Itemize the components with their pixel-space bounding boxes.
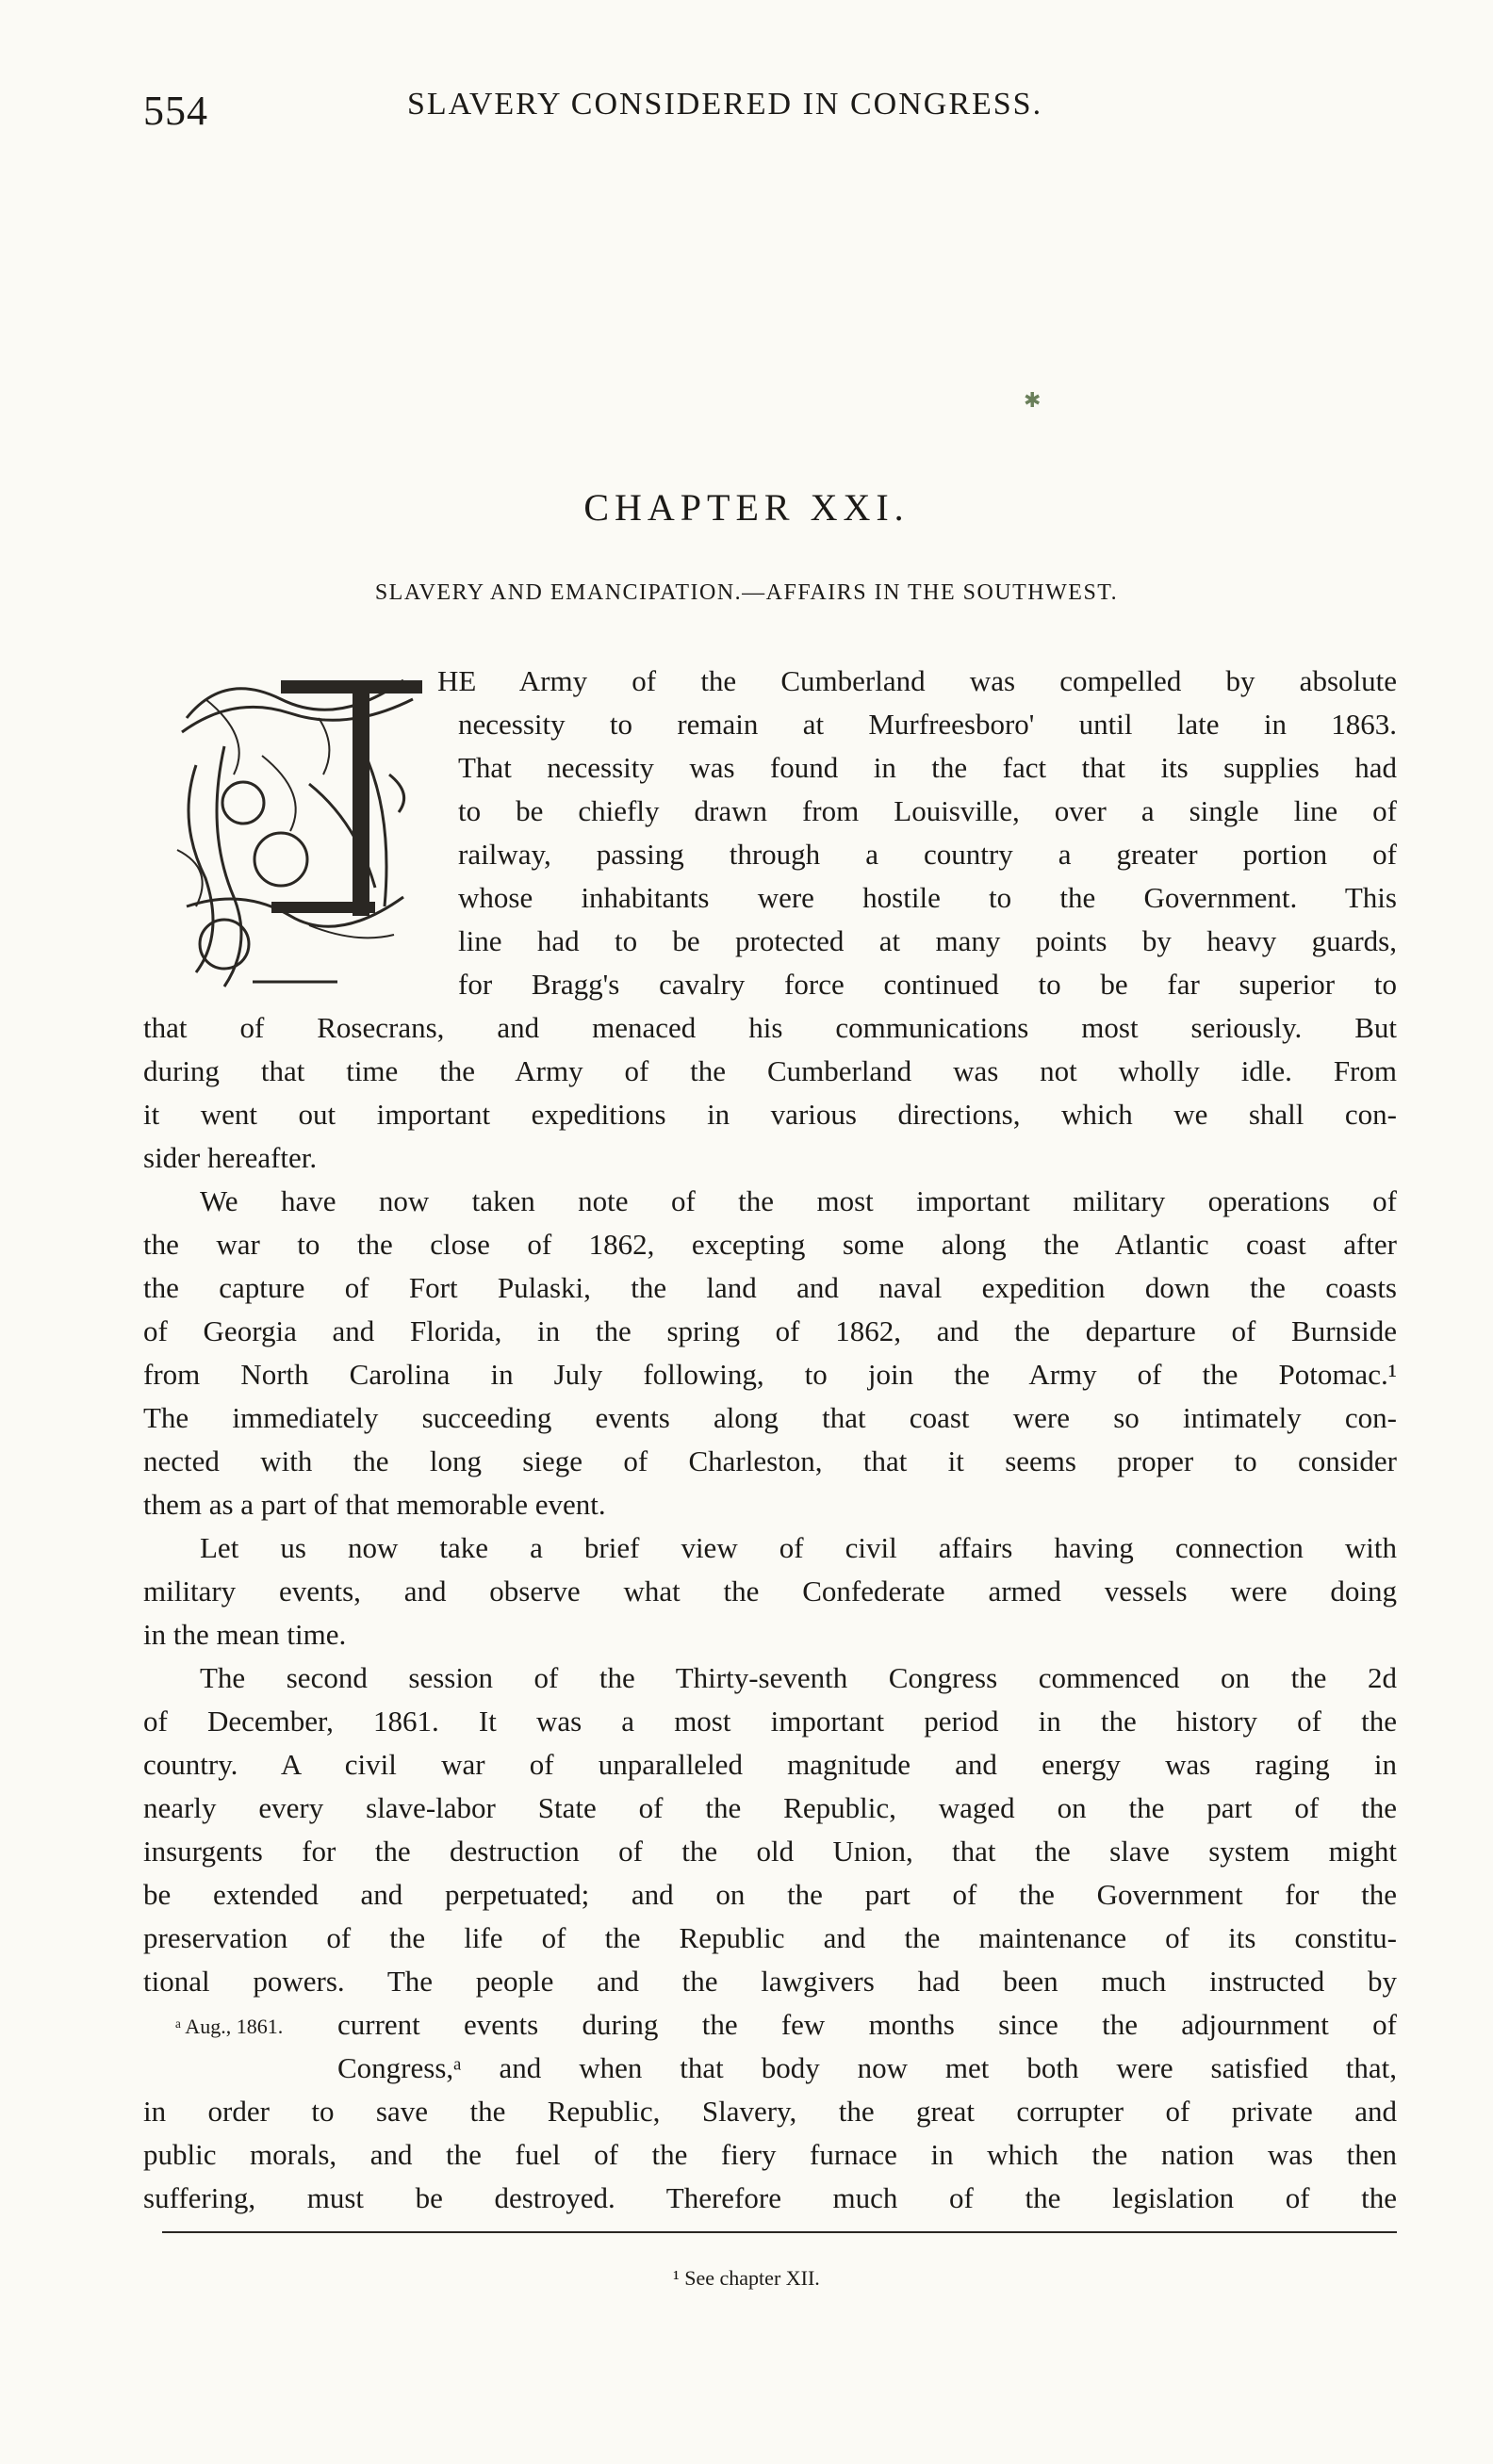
text-line: tional powers. The people and the lawgivers had been much instructed by	[143, 1965, 1397, 1998]
footnote: ¹ See chapter XII.	[673, 2266, 820, 2290]
text-line: in the mean time.	[143, 1618, 347, 1651]
footnote-rule	[162, 2231, 1397, 2233]
running-title: SLAVERY CONSIDERED IN CONGRESS.	[407, 87, 1043, 122]
text-line: We have now taken note of the most important military operations of	[200, 1184, 1397, 1217]
text-line: line had to be protected at many points by heavy guards,	[458, 924, 1397, 957]
text-line: suffering, must be destroyed. Therefore much of the legislation of the	[143, 2181, 1397, 2214]
text-line: to be chiefly drawn from Louisville, over a single line of	[458, 794, 1397, 827]
text-line: be extended and perpetuated; and on the part of the Government for the	[143, 1878, 1397, 1911]
text-line: necessity to remain at Murfreesboro' until late in 1863.	[458, 708, 1397, 741]
text-line: That necessity was found in the fact that its supplies had	[458, 751, 1397, 784]
text-line: the war to the close of 1862, excepting some along the Atlantic coast after	[143, 1228, 1397, 1261]
text-line: during that time the Army of the Cumberland was not wholly idle. From	[143, 1054, 1397, 1087]
chapter-title: CHAPTER XXI.	[583, 486, 910, 529]
ink-speck-icon: ✱	[1024, 388, 1042, 412]
text-line: of Georgia and Florida, in the spring of 1862, and the departure of Burnside	[143, 1314, 1397, 1347]
text-line: sider hereafter.	[143, 1141, 318, 1174]
text-line: it went out important expeditions in various directions, which we shall con-	[143, 1098, 1397, 1131]
text-line: insurgents for the destruction of the old Union, that the slave system might	[143, 1835, 1397, 1868]
marginal-note: ᵃ Aug., 1861.	[175, 2015, 284, 2038]
text-line: in order to save the Republic, Slavery, the great corrupter of private and	[143, 2095, 1397, 2128]
text-line: that of Rosecrans, and menaced his communications most seriously. But	[143, 1011, 1397, 1044]
text-line: preservation of the life of the Republic and the maintenance of its constitu-	[143, 1921, 1397, 1954]
text-line: country. A civil war of unparalleled magnitude and energy was raging in	[143, 1748, 1397, 1781]
text-line: HE Army of the Cumberland was compelled by absolute	[437, 664, 1397, 697]
running-head	[143, 87, 1397, 143]
text-line: The immediately succeeding events along that coast were so intimately con-	[143, 1401, 1397, 1434]
text-line: current events during the few months since the adjournment of	[337, 2008, 1397, 2041]
text-line: The second session of the Thirty-seventh Congress commenced on the 2d	[200, 1661, 1397, 1694]
text-line: Let us now take a brief view of civil affairs having connection with	[200, 1531, 1397, 1564]
text-line: Congress,ᵃ and when that body now met both were satisfied that,	[337, 2051, 1397, 2084]
page-number: 554	[143, 88, 208, 134]
text-line: from North Carolina in July following, to join the Army of the Potomac.¹	[143, 1358, 1397, 1391]
drop-cap-letter: T	[359, 850, 360, 851]
text-line: of December, 1861. It was a most important period in the history of the	[143, 1705, 1397, 1738]
text-line: military events, and observe what the Confederate armed vessels were doing	[143, 1575, 1397, 1607]
text-line: nected with the long siege of Charleston, that it seems proper to consider	[143, 1444, 1397, 1477]
text-line: for Bragg's cavalry force continued to be far superior to	[458, 968, 1397, 1001]
text-line: them as a part of that memorable event.	[143, 1488, 606, 1521]
text-line: railway, passing through a country a greater portion of	[458, 838, 1397, 871]
text-line: the capture of Fort Pulaski, the land and naval expedition down the coasts	[143, 1271, 1397, 1304]
chapter-subtitle: SLAVERY AND EMANCIPATION.—AFFAIRS IN THE SOUTHWEST.	[374, 580, 1119, 605]
ornamental-drop-cap	[168, 661, 432, 1010]
text-line: nearly every slave-labor State of the Republic, waged on the part of the	[143, 1791, 1397, 1824]
text-line: public morals, and the fuel of the fiery furnace in which the nation was then	[143, 2138, 1397, 2171]
text-line: whose inhabitants were hostile to the Government. This	[458, 881, 1397, 914]
